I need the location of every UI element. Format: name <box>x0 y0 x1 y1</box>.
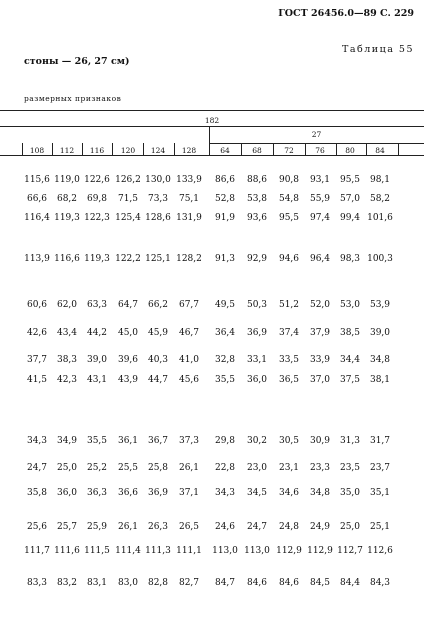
table-cell: 94,6 <box>278 254 300 264</box>
table-cell: 30,9 <box>309 436 331 446</box>
column-divider <box>398 143 399 155</box>
table-cell: 46,7 <box>178 328 200 338</box>
table-cell: 23,0 <box>246 463 268 473</box>
table-cell: 66,6 <box>26 194 48 204</box>
table-cell: 69,8 <box>86 194 108 204</box>
table-cell: 84,6 <box>278 578 300 588</box>
table-cell: 119,3 <box>54 213 80 223</box>
column-header: 116 <box>89 146 105 155</box>
table-cell: 68,2 <box>56 194 78 204</box>
table-cell: 97,4 <box>309 213 331 223</box>
column-divider <box>241 143 242 155</box>
table-cell: 73,3 <box>147 194 169 204</box>
table-cell: 35,8 <box>26 488 48 498</box>
table-cell: 41,5 <box>26 375 48 385</box>
column-divider <box>112 143 113 155</box>
table-cell: 112,9 <box>276 546 302 556</box>
group-label-182: 182 <box>204 116 220 125</box>
table-cell: 38,5 <box>339 328 361 338</box>
table-cell: 36,9 <box>147 488 169 498</box>
table-cell: 45,9 <box>147 328 169 338</box>
table-cell: 30,5 <box>278 436 300 446</box>
table-cell: 95,5 <box>339 175 361 185</box>
table-cell: 42,3 <box>56 375 78 385</box>
table-cell: 25,2 <box>86 463 108 473</box>
table-cell: 82,8 <box>147 578 169 588</box>
table-cell: 84,3 <box>369 578 391 588</box>
table-cell: 38,3 <box>56 355 78 365</box>
table-cell: 71,5 <box>117 194 139 204</box>
table-cell: 31,7 <box>369 436 391 446</box>
table-cell: 98,3 <box>339 254 361 264</box>
table-cell: 36,1 <box>117 436 139 446</box>
table-cell: 113,0 <box>212 546 238 556</box>
table-cell: 23,1 <box>278 463 300 473</box>
column-header: 72 <box>284 146 294 155</box>
table-cell: 39,0 <box>86 355 108 365</box>
table-cell: 112,7 <box>337 546 363 556</box>
table-cell: 35,0 <box>339 488 361 498</box>
table-cell: 34,8 <box>369 355 391 365</box>
table-cell: 101,6 <box>367 213 393 223</box>
table-cell: 39,0 <box>369 328 391 338</box>
table-cell: 36,5 <box>278 375 300 385</box>
table-cell: 34,9 <box>56 436 78 446</box>
table-cell: 35,1 <box>369 488 391 498</box>
table-cell: 51,2 <box>278 300 300 310</box>
table-cell: 43,9 <box>117 375 139 385</box>
table-cell: 111,1 <box>176 546 202 556</box>
table-cell: 37,5 <box>339 375 361 385</box>
table-cell: 84,5 <box>309 578 331 588</box>
table-cell: 83,1 <box>86 578 108 588</box>
column-header: 76 <box>315 146 325 155</box>
table-cell: 52,0 <box>309 300 331 310</box>
table-cell: 41,0 <box>178 355 200 365</box>
column-header: 68 <box>252 146 262 155</box>
table-cell: 93,6 <box>246 213 268 223</box>
table-cell: 37,7 <box>26 355 48 365</box>
table-cell: 126,2 <box>115 175 141 185</box>
table-cell: 25,1 <box>369 522 391 532</box>
table-cell: 57,0 <box>339 194 361 204</box>
table-cell: 131,9 <box>176 213 202 223</box>
table-cell: 37,3 <box>178 436 200 446</box>
table-cell: 75,1 <box>178 194 200 204</box>
table-cell: 119,3 <box>84 254 110 264</box>
table-cell: 34,4 <box>339 355 361 365</box>
table-cell: 33,9 <box>309 355 331 365</box>
column-divider <box>273 143 274 155</box>
table-cell: 36,4 <box>214 328 236 338</box>
table-cell: 93,1 <box>309 175 331 185</box>
table-cell: 36,0 <box>56 488 78 498</box>
table-caption: размерных признаков <box>24 94 122 103</box>
table-cell: 45,0 <box>117 328 139 338</box>
table-cell: 39,6 <box>117 355 139 365</box>
table-cell: 36,6 <box>117 488 139 498</box>
header-rule-top <box>0 110 424 111</box>
table-cell: 82,7 <box>178 578 200 588</box>
header-rule-bottom <box>0 155 424 156</box>
table-cell: 83,0 <box>117 578 139 588</box>
table-cell: 119,0 <box>54 175 80 185</box>
table-cell: 23,3 <box>309 463 331 473</box>
table-cell: 96,4 <box>309 254 331 264</box>
table-cell: 112,9 <box>307 546 333 556</box>
table-cell: 29,8 <box>214 436 236 446</box>
table-cell: 34,6 <box>278 488 300 498</box>
table-cell: 23,5 <box>339 463 361 473</box>
table-cell: 84,7 <box>214 578 236 588</box>
table-cell: 86,6 <box>214 175 236 185</box>
table-cell: 128,6 <box>145 213 171 223</box>
table-cell: 55,9 <box>309 194 331 204</box>
table-cell: 24,8 <box>278 522 300 532</box>
table-cell: 24,7 <box>26 463 48 473</box>
table-cell: 26,1 <box>178 463 200 473</box>
column-header: 124 <box>150 146 166 155</box>
table-cell: 43,4 <box>56 328 78 338</box>
table-cell: 25,0 <box>56 463 78 473</box>
table-cell: 83,3 <box>26 578 48 588</box>
table-cell: 92,9 <box>246 254 268 264</box>
column-header: 80 <box>345 146 355 155</box>
column-header: 128 <box>181 146 197 155</box>
table-cell: 53,8 <box>246 194 268 204</box>
table-cell: 37,4 <box>278 328 300 338</box>
table-cell: 30,2 <box>246 436 268 446</box>
table-cell: 63,3 <box>86 300 108 310</box>
table-cell: 111,4 <box>115 546 141 556</box>
table-cell: 26,5 <box>178 522 200 532</box>
table-cell: 36,0 <box>246 375 268 385</box>
table-cell: 49,5 <box>214 300 236 310</box>
header-rule-mid <box>0 126 424 127</box>
table-cell: 67,7 <box>178 300 200 310</box>
table-cell: 43,1 <box>86 375 108 385</box>
table-cell: 58,2 <box>369 194 391 204</box>
table-cell: 60,6 <box>26 300 48 310</box>
table-cell: 33,1 <box>246 355 268 365</box>
table-cell: 23,7 <box>369 463 391 473</box>
table-cell: 42,6 <box>26 328 48 338</box>
table-cell: 99,4 <box>339 213 361 223</box>
table-cell: 84,6 <box>246 578 268 588</box>
column-header: 120 <box>120 146 136 155</box>
column-header: 112 <box>59 146 75 155</box>
table-cell: 130,0 <box>145 175 171 185</box>
page-header-standard: ГОСТ 26456.0—89 С. 229 <box>278 8 414 19</box>
table-cell: 54,8 <box>278 194 300 204</box>
table-cell: 36,3 <box>86 488 108 498</box>
table-cell: 34,3 <box>26 436 48 446</box>
table-cell: 26,1 <box>117 522 139 532</box>
table-cell: 25,0 <box>339 522 361 532</box>
table-cell: 116,4 <box>24 213 50 223</box>
table-cell: 91,3 <box>214 254 236 264</box>
table-cell: 44,7 <box>147 375 169 385</box>
table-cell: 98,1 <box>369 175 391 185</box>
table-cell: 24,6 <box>214 522 236 532</box>
table-cell: 35,5 <box>214 375 236 385</box>
table-cell: 84,4 <box>339 578 361 588</box>
table-cell: 34,8 <box>309 488 331 498</box>
table-cell: 111,6 <box>54 546 80 556</box>
table-cell: 95,5 <box>278 213 300 223</box>
table-cell: 35,5 <box>86 436 108 446</box>
table-cell: 26,3 <box>147 522 169 532</box>
table-cell: 36,7 <box>147 436 169 446</box>
table-cell: 113,9 <box>24 254 50 264</box>
table-cell: 83,2 <box>56 578 78 588</box>
table-cell: 24,7 <box>246 522 268 532</box>
table-cell: 111,3 <box>145 546 171 556</box>
table-cell: 52,8 <box>214 194 236 204</box>
subgroup-label-27: 27 <box>311 130 322 139</box>
table-cell: 122,3 <box>84 213 110 223</box>
table-cell: 37,0 <box>309 375 331 385</box>
column-header: 64 <box>220 146 230 155</box>
table-cell: 115,6 <box>24 175 50 185</box>
table-cell: 25,9 <box>86 522 108 532</box>
column-header: 108 <box>29 146 45 155</box>
table-cell: 125,4 <box>115 213 141 223</box>
column-divider <box>209 126 210 155</box>
table-cell: 133,9 <box>176 175 202 185</box>
table-cell: 33,5 <box>278 355 300 365</box>
table-cell: 90,8 <box>278 175 300 185</box>
table-cell: 45,6 <box>178 375 200 385</box>
table-cell: 36,9 <box>246 328 268 338</box>
table-cell: 37,1 <box>178 488 200 498</box>
table-cell: 88,6 <box>246 175 268 185</box>
table-cell: 25,6 <box>26 522 48 532</box>
table-cell: 125,1 <box>145 254 171 264</box>
table-cell: 38,1 <box>369 375 391 385</box>
table-cell: 113,0 <box>244 546 270 556</box>
table-cell: 25,5 <box>117 463 139 473</box>
table-cell: 50,3 <box>246 300 268 310</box>
table-cell: 53,0 <box>339 300 361 310</box>
table-cell: 31,3 <box>339 436 361 446</box>
table-cell: 34,3 <box>214 488 236 498</box>
table-cell: 66,2 <box>147 300 169 310</box>
table-cell: 62,0 <box>56 300 78 310</box>
table-subtitle: стоны — 26, 27 см) <box>24 56 130 67</box>
column-header: 84 <box>375 146 385 155</box>
table-title: Таблица 55 <box>342 44 414 55</box>
table-cell: 128,2 <box>176 254 202 264</box>
table-cell: 44,2 <box>86 328 108 338</box>
table-cell: 111,7 <box>24 546 50 556</box>
table-cell: 40,3 <box>147 355 169 365</box>
table-cell: 122,6 <box>84 175 110 185</box>
table-cell: 111,5 <box>84 546 110 556</box>
table-cell: 32,8 <box>214 355 236 365</box>
table-cell: 22,8 <box>214 463 236 473</box>
table-cell: 64,7 <box>117 300 139 310</box>
table-cell: 24,9 <box>309 522 331 532</box>
table-cell: 37,9 <box>309 328 331 338</box>
table-cell: 122,2 <box>115 254 141 264</box>
table-cell: 53,9 <box>369 300 391 310</box>
table-cell: 25,7 <box>56 522 78 532</box>
table-cell: 25,8 <box>147 463 169 473</box>
table-cell: 116,6 <box>54 254 80 264</box>
table-cell: 91,9 <box>214 213 236 223</box>
table-cell: 100,3 <box>367 254 393 264</box>
table-cell: 112,6 <box>367 546 393 556</box>
table-cell: 34,5 <box>246 488 268 498</box>
